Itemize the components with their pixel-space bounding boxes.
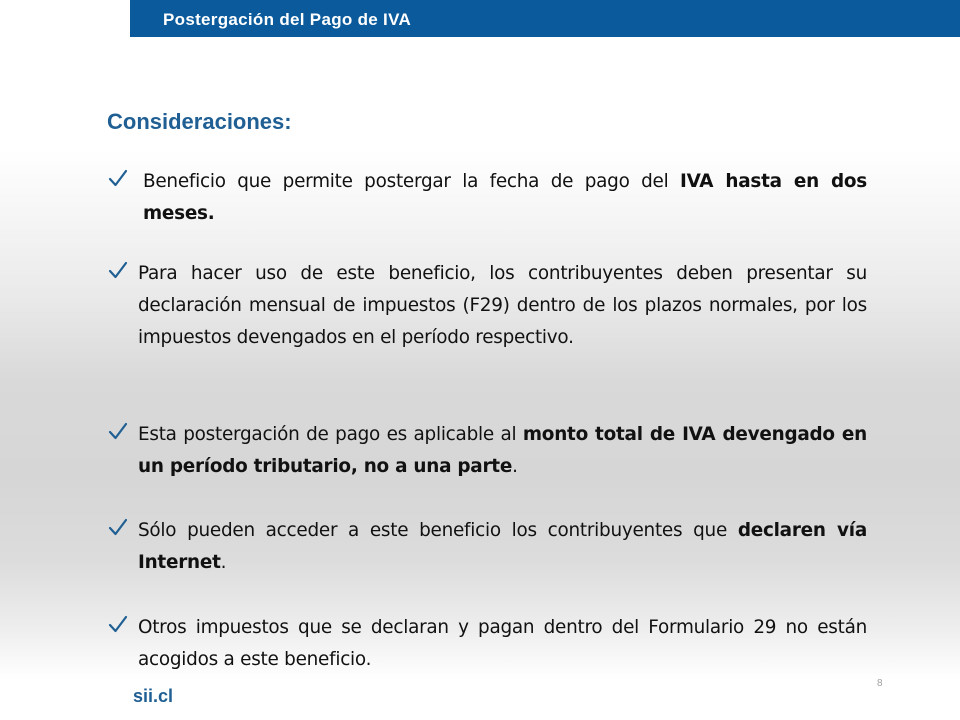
checkmark-icon (107, 260, 129, 282)
bullet-text: Para hacer uso de este beneficio, los contribuyentes deben presentar su declaración mensual de impuestos (F29) dentro de los plazos normales, por los impuestos devengados en el período respectivo. (138, 263, 867, 348)
checkmark-icon (107, 421, 129, 443)
checkmark-icon (107, 168, 129, 190)
checkmark-icon (107, 614, 129, 636)
checkmark-icon (107, 517, 129, 539)
bullet-text: Beneficio que permite postergar la fecha de pago del IVA hasta en dos meses. (143, 171, 867, 224)
header-title: Postergación del Pago de IVA (163, 10, 412, 29)
header-bar (130, 0, 960, 37)
section-title: Consideraciones: (107, 109, 292, 134)
sii-logo: sii.cl (133, 686, 174, 706)
page-number: 8 (877, 678, 883, 689)
bullet-text: Otros impuestos que se declaran y pagan dentro del Formulario 29 no están acogidos a este beneficio. (138, 617, 867, 670)
bullet-text: Sólo pueden acceder a este beneficio los contribuyentes que declaren vía Internet. (138, 520, 868, 573)
bullet-text: Esta postergación de pago es aplicable al monto total de IVA devengado en un período tributario, no a una parte. (138, 424, 867, 477)
